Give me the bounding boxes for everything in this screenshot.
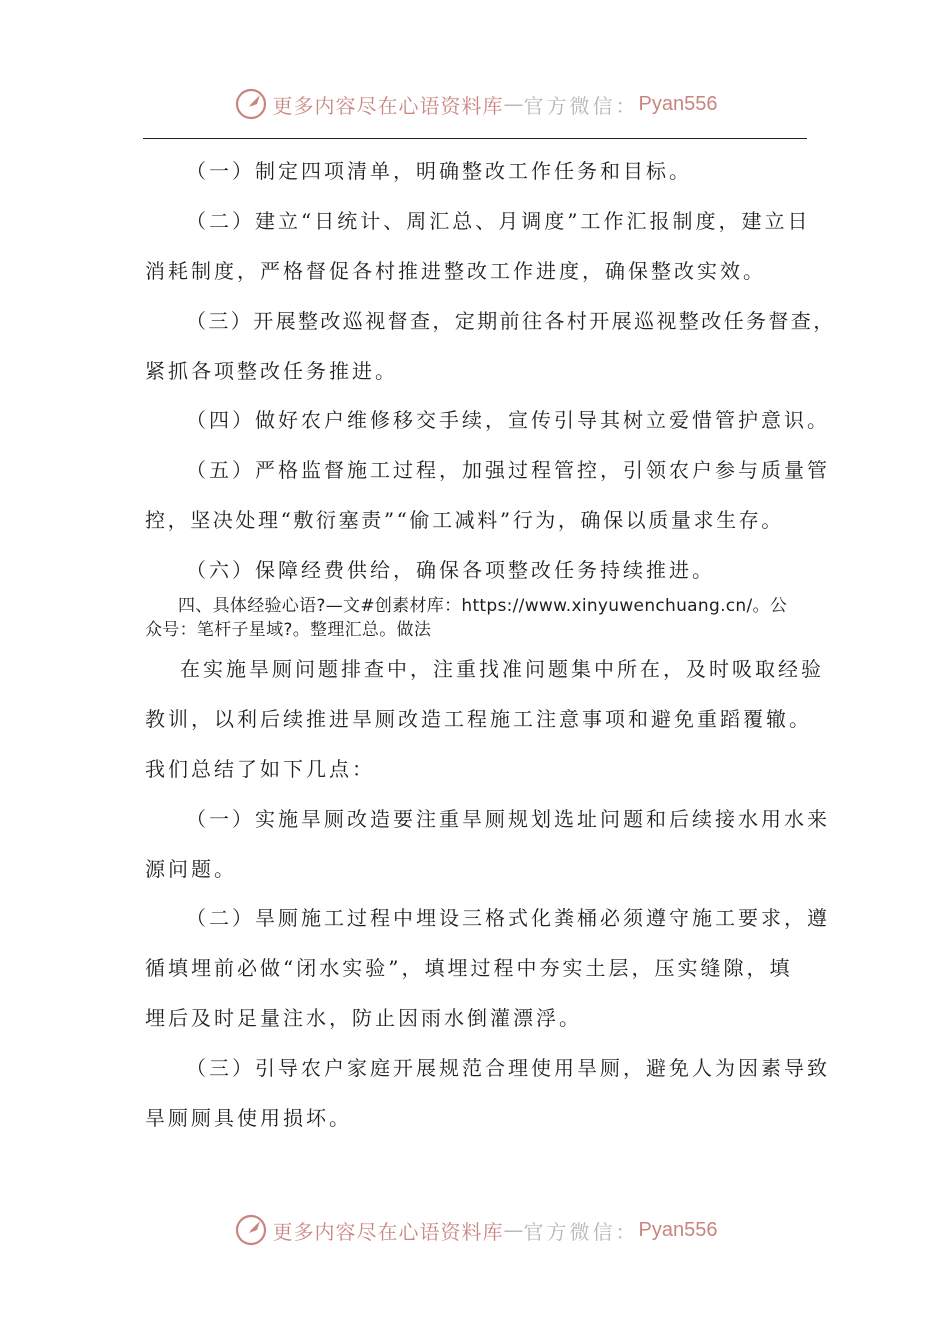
watermark-official-label: 官方微信： <box>523 1219 639 1244</box>
watermark-site-name: 更多内容尽在心语资料库 <box>272 1219 504 1244</box>
paragraph-line: 教训，以利后续推进旱厕改造工程施工注意事项和避免重蹈覆辙。 <box>145 707 812 731</box>
paragraph-line: （六）保障经费供给，确保各项整改任务持续推进。 <box>186 558 715 582</box>
paragraph-line: 埋后及时足量注水，防止因雨水倒灌漂浮。 <box>145 1006 582 1030</box>
watermark-footer <box>0 1208 950 1252</box>
watermark-dash: — <box>503 1218 524 1242</box>
paragraph-line: （一）实施旱厕改造要注重旱厕规划选址问题和后续接水用水来 <box>186 807 830 831</box>
paragraph-line: 众号：笔杆子星域?。整理汇总。做法 <box>145 620 432 640</box>
watermark-site-name: 更多内容尽在心语资料库 <box>272 93 504 118</box>
paragraph-line: 控，坚决处理“敷衍塞责”“偷工减料”行为，确保以质量求生存。 <box>145 508 784 532</box>
watermark-official-label: 官方微信： <box>523 93 639 118</box>
paragraph-line: 我们总结了如下几点： <box>145 757 375 781</box>
paragraph-line: （三）引导农户家庭开展规范合理使用旱厕，避免人为因素导致 <box>186 1056 830 1080</box>
quill-pen-logo-icon <box>233 1212 269 1248</box>
paragraph-line: （二）建立“日统计、周汇总、月调度”工作汇报制度，建立日 <box>186 209 811 233</box>
paragraph-line: （三）开展整改巡视督查，定期前往各村开展巡视整改任务督查， <box>186 309 836 333</box>
paragraph-line: 紧抓各项整改任务推进。 <box>145 359 398 383</box>
paragraph-line: 循填埋前必做“闭水实验”，填埋过程中夯实土层，压实缝隙，填 <box>145 956 793 980</box>
paragraph-line: （一）制定四项清单，明确整改工作任务和目标。 <box>186 159 692 183</box>
watermark-dash: — <box>503 92 524 116</box>
paragraph-line: 在实施旱厕问题排查中，注重找准问题集中所在，及时吸取经验 <box>180 657 824 681</box>
watermark-wechat-id: Pyan556 <box>638 92 718 115</box>
paragraph-line: 消耗制度，严格督促各村推进整改工作进度，确保整改实效。 <box>145 259 766 283</box>
paragraph-line: （五）严格监督施工过程，加强过程管控，引领农户参与质量管 <box>186 458 830 482</box>
paragraph-line: 旱厕厕具使用损坏。 <box>145 1106 352 1130</box>
paragraph-line: （二）旱厕施工过程中埋设三格式化粪桶必须遵守施工要求，遵 <box>186 906 830 930</box>
watermark-wechat-id: Pyan556 <box>638 1218 718 1241</box>
paragraph-line: （四）做好农户维修移交手续，宣传引导其树立爱惜管护意识。 <box>186 408 830 432</box>
paragraph-line: 源问题。 <box>145 857 237 881</box>
paragraph-line: 四、具体经验心语?—文#创素材库：https://www.xinyuwenchuang.cn/。公 <box>178 596 788 616</box>
